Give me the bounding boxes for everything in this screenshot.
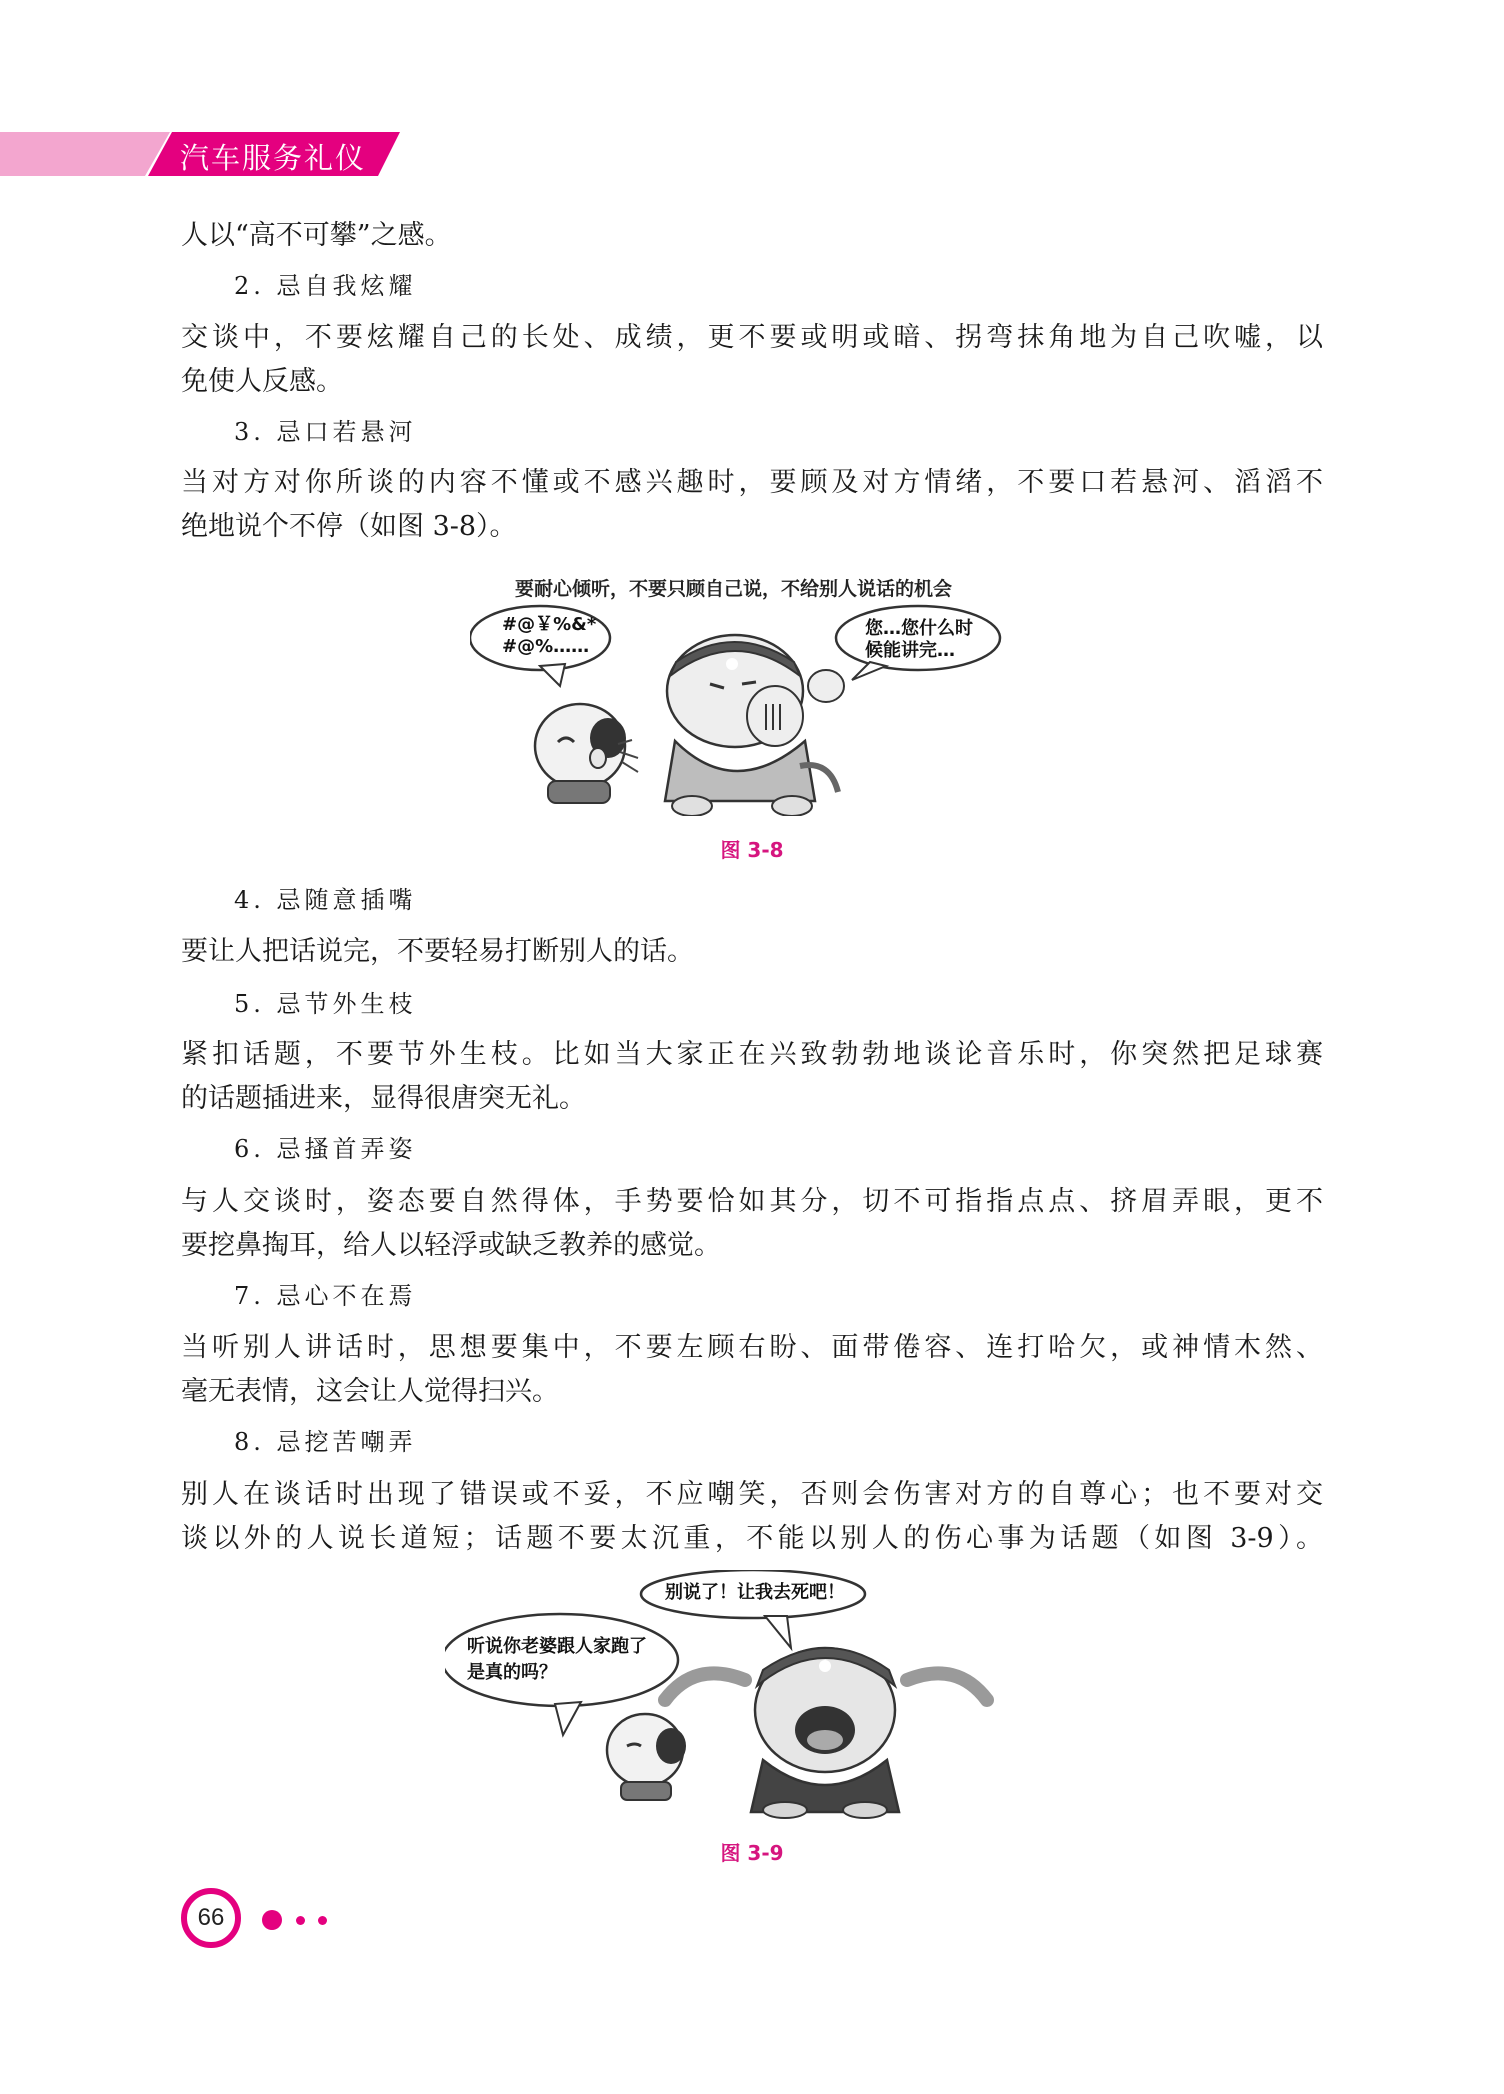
figure-3-9	[445, 1570, 1065, 1820]
paragraph-line: 绝地说个不停（如图 3-8）。	[181, 511, 517, 542]
paragraph-line: 当对方对你所谈的内容不懂或不感兴趣时，要顾及对方情绪，不要口若悬河、滔滔不	[181, 467, 1323, 498]
figure-3-8	[470, 566, 1030, 816]
paragraph-line: 要让人把话说完，不要轻易打断别人的话。	[181, 936, 694, 967]
section-heading-5: 5. 忌节外生枝	[234, 990, 417, 1018]
paragraph-line: 毫无表情，这会让人觉得扫兴。	[181, 1376, 559, 1407]
section-heading-6: 6. 忌搔首弄姿	[234, 1135, 417, 1163]
section-heading-4: 4. 忌随意插嘴	[234, 886, 417, 914]
paragraph-line: 别人在谈话时出现了错误或不妥，不应嘲笑，否则会伤害对方的自尊心；也不要对交	[181, 1479, 1323, 1510]
paragraph-line: 紧扣话题，不要节外生枝。比如当大家正在兴致勃勃地谈论音乐时，你突然把足球赛	[181, 1039, 1323, 1070]
bubble-text: 听说你老婆跟人家跑了	[467, 1636, 647, 1657]
decor-dot	[296, 1916, 305, 1925]
section-heading-8: 8. 忌挖苦嘲弄	[234, 1428, 417, 1456]
bubble-text: 是真的吗？	[467, 1662, 557, 1683]
paragraph-line: 与人交谈时，姿态要自然得体，手势要恰如其分，切不可指指点点、挤眉弄眼，更不	[181, 1186, 1323, 1217]
cartoon-illustration	[445, 1570, 1065, 1820]
section-heading-2: 2. 忌自我炫耀	[234, 272, 417, 300]
bubble-text: 候能讲完…	[865, 640, 955, 661]
figure-caption: 图 3-8	[720, 838, 784, 862]
bubble-text: #@￥%&*	[502, 614, 597, 635]
paragraph-line: 要挖鼻掏耳，给人以轻浮或缺乏教养的感觉。	[181, 1230, 721, 1261]
figure-title: 要耐心倾听，不要只顾自己说，不给别人说话的机会	[515, 578, 953, 600]
chapter-header	[0, 132, 400, 176]
bubble-text: #@%……	[502, 636, 590, 657]
figure-caption: 图 3-9	[720, 1841, 784, 1865]
paragraph-line: 交谈中，不要炫耀自己的长处、成绩，更不要或明或暗、拐弯抹角地为自己吹嘘，以	[181, 322, 1323, 353]
cartoon-illustration	[470, 566, 1030, 816]
decor-dot	[262, 1910, 282, 1930]
paragraph-line: 人以“高不可攀”之感。	[181, 220, 452, 251]
bubble-text: 您…您什么时	[865, 618, 973, 639]
header-title: 汽车服务礼仪	[180, 141, 367, 175]
decor-dot	[318, 1916, 327, 1925]
paragraph-line: 的话题插进来，显得很唐突无礼。	[181, 1083, 586, 1114]
section-heading-7: 7. 忌心不在焉	[234, 1282, 417, 1310]
section-heading-3: 3. 忌口若悬河	[234, 418, 417, 446]
bubble-text: 别说了！让我去死吧！	[665, 1582, 845, 1603]
page-number: 66	[181, 1888, 241, 1948]
paragraph-line: 谈以外的人说长道短；话题不要太沉重，不能以别人的伤心事为话题（如图 3-9）。	[181, 1523, 1323, 1554]
paragraph-line: 免使人反感。	[181, 366, 343, 397]
paragraph-line: 当听别人讲话时，思想要集中，不要左顾右盼、面带倦容、连打哈欠，或神情木然、	[181, 1332, 1323, 1363]
